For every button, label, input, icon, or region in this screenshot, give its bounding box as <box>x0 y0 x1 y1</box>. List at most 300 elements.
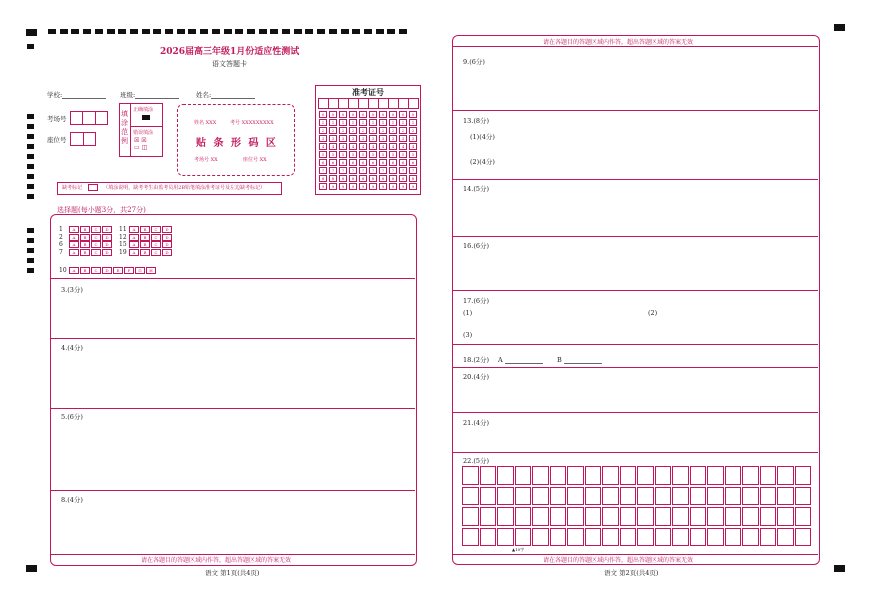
admission-bubble[interactable]: 1 <box>369 119 377 126</box>
timing-mark <box>399 29 407 34</box>
admission-bubble[interactable]: 1 <box>399 119 407 126</box>
mc-option-bubble[interactable]: G <box>135 267 145 274</box>
mc-option-bubble[interactable]: B <box>140 249 150 256</box>
writing-grid-cell[interactable] <box>532 487 549 506</box>
name-field[interactable] <box>196 90 255 99</box>
writing-grid-cell[interactable] <box>760 528 777 547</box>
admission-bubble[interactable]: 3 <box>349 135 357 142</box>
writing-grid-cell[interactable] <box>497 528 514 547</box>
page1-footer-warning: 请在各题目的答题区域内作答，超出答题区域的答案无效 <box>141 557 292 564</box>
writing-grid-cell[interactable] <box>777 528 794 547</box>
mc-option-bubble[interactable]: D <box>162 241 172 248</box>
question-4: 4.(4分) <box>61 344 83 352</box>
admission-bubble-row <box>318 143 418 151</box>
admission-bubble[interactable]: 0 <box>399 111 407 118</box>
question-13-part1: (1)(4分) <box>470 133 495 141</box>
admission-bubble[interactable]: 4 <box>329 143 337 150</box>
mc-question-row <box>119 234 173 241</box>
admission-bubble[interactable]: 1 <box>409 119 417 126</box>
admission-bubble[interactable]: 3 <box>369 135 377 142</box>
mc-question-number: 2 <box>59 233 63 241</box>
admission-bubble[interactable]: 4 <box>319 143 327 150</box>
mc-option-bubble[interactable]: D <box>102 267 112 274</box>
writing-grid-cell[interactable] <box>655 466 672 485</box>
exam-room-boxes[interactable] <box>70 111 108 125</box>
admission-number-grid <box>315 85 421 195</box>
admission-bubble[interactable]: 4 <box>339 143 347 150</box>
page1-footer-page: 语文 第1页(共4页) <box>205 569 260 577</box>
question-9: 9.(6分) <box>463 58 485 66</box>
exam-room-label: 考场号 <box>47 115 67 123</box>
barcode-area-label: 贴 条 形 码 区 <box>196 138 278 149</box>
admission-bubble[interactable]: 2 <box>399 127 407 134</box>
admission-bubble[interactable]: 3 <box>409 135 417 142</box>
admission-bubble[interactable]: 9 <box>339 183 347 190</box>
timing-mark <box>153 29 161 34</box>
mc-option-bubble[interactable]: D <box>162 249 172 256</box>
writing-grid-cell[interactable] <box>742 507 759 526</box>
writing-grid-cell[interactable] <box>585 487 602 506</box>
writing-grid-cell[interactable] <box>497 507 514 526</box>
admission-bubble[interactable]: 6 <box>329 159 337 166</box>
wrong-fill-icons: ☒ ☒ ▭ ◫ <box>134 137 148 151</box>
writing-grid-cell[interactable] <box>707 487 724 506</box>
writing-grid-cell[interactable] <box>725 466 742 485</box>
mc-option-bubble[interactable]: C <box>151 234 161 241</box>
admission-bubble[interactable]: 7 <box>319 167 327 174</box>
mc-option-bubble[interactable]: A <box>69 249 79 256</box>
writing-grid-cell[interactable] <box>602 487 619 506</box>
writing-grid-cell[interactable] <box>620 528 637 547</box>
writing-grid-cell[interactable] <box>707 528 724 547</box>
timing-mark <box>27 114 34 119</box>
timing-mark <box>188 29 196 34</box>
admission-bubble[interactable]: 2 <box>339 127 347 134</box>
barcode-id: 考号 XXXXXXXXX <box>230 120 274 126</box>
admission-bubble[interactable]: 2 <box>389 127 397 134</box>
writing-grid-cell[interactable] <box>795 466 812 485</box>
writing-grid-cell[interactable] <box>515 528 532 547</box>
admission-bubble[interactable]: 8 <box>409 175 417 182</box>
writing-grid-cell[interactable] <box>637 487 654 506</box>
admission-bubble[interactable]: 5 <box>379 151 387 158</box>
writing-grid-cell[interactable] <box>672 528 689 547</box>
mc-question-number: 6 <box>59 241 63 248</box>
admission-bubble[interactable]: 2 <box>409 127 417 134</box>
admission-bubble[interactable]: 8 <box>339 175 347 182</box>
admission-bubble[interactable]: 5 <box>389 151 397 158</box>
mc-option-bubble[interactable]: B <box>140 234 150 241</box>
admission-bubble[interactable]: 4 <box>359 143 367 150</box>
admission-bubble[interactable]: 0 <box>319 111 327 118</box>
fill-legend <box>119 103 163 157</box>
admission-bubble[interactable]: 9 <box>409 183 417 190</box>
writing-grid-cell[interactable] <box>602 528 619 547</box>
admission-bubble[interactable]: 1 <box>329 119 337 126</box>
admission-bubble[interactable]: 5 <box>399 151 407 158</box>
admission-bubble[interactable]: 2 <box>369 127 377 134</box>
admission-bubble[interactable]: 6 <box>369 159 377 166</box>
timing-mark <box>27 124 34 129</box>
admission-bubble[interactable]: 1 <box>319 119 327 126</box>
question-20: 20.(4分) <box>463 373 490 381</box>
writing-grid-cell[interactable] <box>725 528 742 547</box>
admission-bubble[interactable]: 5 <box>329 151 337 158</box>
mc-option-bubble[interactable]: D <box>162 226 172 233</box>
corner-mark-bl <box>26 565 37 572</box>
mc-option-bubble[interactable]: B <box>80 226 90 233</box>
mc-option-bubble[interactable]: C <box>91 234 101 241</box>
mc-option-bubble[interactable]: C <box>91 249 101 256</box>
admission-bubble[interactable]: 0 <box>389 111 397 118</box>
admission-bubble[interactable]: 1 <box>389 119 397 126</box>
writing-grid-cell[interactable] <box>690 507 707 526</box>
writing-grid-cell[interactable] <box>760 507 777 526</box>
writing-grid-cell[interactable] <box>567 528 584 547</box>
writing-grid-cell[interactable] <box>480 487 497 506</box>
mc-option-bubble[interactable]: F <box>124 267 134 274</box>
mc-option-bubble[interactable]: C <box>91 241 101 248</box>
mc-option-bubble[interactable]: A <box>129 226 139 233</box>
writing-grid-cell[interactable] <box>620 466 637 485</box>
timing-mark <box>341 29 349 34</box>
mc-option-bubble[interactable]: A <box>69 241 79 248</box>
admission-bubble[interactable]: 7 <box>409 167 417 174</box>
corner-mark-tl <box>26 29 37 36</box>
q18-a-label: A <box>498 356 503 364</box>
timing-mark <box>107 29 115 34</box>
writing-grid-cell[interactable] <box>567 487 584 506</box>
admission-bubble[interactable]: 3 <box>399 135 407 142</box>
admission-bubble[interactable]: 9 <box>359 183 367 190</box>
admission-bubble[interactable]: 8 <box>369 175 377 182</box>
writing-grid-cell[interactable] <box>462 507 479 526</box>
question-13-part2: (2)(4分) <box>470 158 495 166</box>
mc-option-bubble[interactable]: H <box>146 267 156 274</box>
admission-bubble[interactable]: 6 <box>349 159 357 166</box>
mc-option-bubble[interactable]: B <box>80 267 90 274</box>
writing-grid-cell[interactable] <box>602 466 619 485</box>
mc-option-bubble[interactable]: C <box>91 267 101 274</box>
admission-bubble[interactable]: 9 <box>319 183 327 190</box>
page1-subtitle: 语文答题卡 <box>212 60 247 68</box>
admission-bubble[interactable]: 8 <box>349 175 357 182</box>
mc-option-bubble[interactable]: C <box>151 249 161 256</box>
admission-bubble[interactable]: 7 <box>399 167 407 174</box>
writing-grid-cell[interactable] <box>690 466 707 485</box>
timing-mark <box>177 29 185 34</box>
class-field[interactable] <box>120 90 179 99</box>
q18-b-label: B <box>557 356 562 364</box>
timing-mark <box>27 134 34 139</box>
admission-bubble[interactable]: 9 <box>369 183 377 190</box>
writing-grid-cell[interactable] <box>742 528 759 547</box>
timing-mark <box>27 258 34 263</box>
writing-grid-cell[interactable] <box>777 507 794 526</box>
writing-grid-cell[interactable] <box>690 487 707 506</box>
admission-bubble[interactable]: 8 <box>359 175 367 182</box>
mc-option-bubble[interactable]: B <box>80 249 90 256</box>
writing-grid-cell[interactable] <box>462 466 479 485</box>
mc-option-bubble[interactable]: C <box>151 226 161 233</box>
absent-mark-row <box>57 182 282 195</box>
timing-mark <box>165 29 173 34</box>
admission-bubble[interactable]: 3 <box>319 135 327 142</box>
page2-footer-warning: 请在各题目的答题区域内作答，超出答题区域的答案无效 <box>543 557 694 564</box>
admission-bubble[interactable]: 8 <box>329 175 337 182</box>
seat-boxes[interactable] <box>70 132 96 146</box>
timing-mark <box>200 29 208 34</box>
writing-grid-cell[interactable] <box>585 528 602 547</box>
mc-option-bubble[interactable]: A <box>69 234 79 241</box>
mc-option-bubble[interactable]: E <box>113 267 123 274</box>
timing-mark <box>212 29 220 34</box>
admission-bubble[interactable]: 5 <box>349 151 357 158</box>
mc-option-bubble[interactable]: A <box>129 249 139 256</box>
mc-option-bubble[interactable]: D <box>102 249 112 256</box>
writing-grid-cell[interactable] <box>480 528 497 547</box>
writing-grid-cell[interactable] <box>637 528 654 547</box>
admission-bubble[interactable]: 0 <box>329 111 337 118</box>
barcode-room: 考场号 XX <box>194 157 218 163</box>
writing-grid-cell[interactable] <box>672 487 689 506</box>
writing-grid-cell[interactable] <box>777 487 794 506</box>
writing-grid-cell[interactable] <box>532 507 549 526</box>
writing-grid-cell[interactable] <box>690 528 707 547</box>
mc-option-bubble[interactable]: A <box>129 234 139 241</box>
admission-bubble[interactable]: 7 <box>389 167 397 174</box>
admission-bubble[interactable]: 6 <box>399 159 407 166</box>
admission-bubble[interactable]: 5 <box>369 151 377 158</box>
admission-bubble[interactable]: 9 <box>349 183 357 190</box>
mc-question-row <box>119 226 173 233</box>
timing-mark <box>118 29 126 34</box>
admission-bubble[interactable]: 0 <box>369 111 377 118</box>
writing-grid-cell[interactable] <box>515 507 532 526</box>
writing-grid-cell[interactable] <box>672 466 689 485</box>
timing-mark <box>27 184 34 189</box>
writing-grid-cell[interactable] <box>655 487 672 506</box>
timing-mark <box>27 174 34 179</box>
school-field[interactable] <box>47 90 106 99</box>
admission-write-boxes[interactable] <box>318 98 418 109</box>
timing-mark <box>27 194 34 199</box>
writing-grid-cell[interactable] <box>620 487 637 506</box>
writing-grid-cell[interactable] <box>550 528 567 547</box>
timing-mark <box>27 238 34 243</box>
admission-bubble[interactable]: 0 <box>349 111 357 118</box>
writing-grid-cell[interactable] <box>655 507 672 526</box>
mc-option-bubble[interactable]: B <box>140 241 150 248</box>
admission-digit-box[interactable] <box>408 98 419 109</box>
writing-grid-cell[interactable] <box>585 466 602 485</box>
admission-bubble[interactable]: 0 <box>359 111 367 118</box>
name-label: 姓名: <box>196 91 212 99</box>
question-5: 5.(6分) <box>61 413 83 421</box>
mc-option-bubble[interactable]: D <box>102 226 112 233</box>
admission-bubble[interactable]: 6 <box>359 159 367 166</box>
mc-option-bubble[interactable]: C <box>91 226 101 233</box>
admission-bubble[interactable]: 4 <box>409 143 417 150</box>
writing-grid-cell[interactable] <box>585 507 602 526</box>
mc-question-number: 12 <box>119 233 127 241</box>
timing-mark <box>27 164 34 169</box>
mc-option-bubble[interactable]: D <box>102 234 112 241</box>
admission-bubble[interactable]: 3 <box>339 135 347 142</box>
writing-grid-cell[interactable] <box>497 487 514 506</box>
writing-grid-cell[interactable] <box>515 466 532 485</box>
admission-bubble[interactable]: 4 <box>389 143 397 150</box>
writing-grid-cell[interactable] <box>742 487 759 506</box>
writing-grid-cell[interactable] <box>760 487 777 506</box>
mc-question-row <box>59 234 113 241</box>
mc-option-bubble[interactable]: B <box>80 234 90 241</box>
writing-grid-cell[interactable] <box>637 507 654 526</box>
admission-bubble[interactable]: 3 <box>329 135 337 142</box>
admission-bubble[interactable]: 2 <box>329 127 337 134</box>
admission-bubble[interactable]: 4 <box>379 143 387 150</box>
admission-bubble[interactable]: 2 <box>359 127 367 134</box>
admission-bubble[interactable]: 0 <box>379 111 387 118</box>
class-label: 班级: <box>120 91 136 99</box>
mc-option-bubble[interactable]: D <box>102 241 112 248</box>
writing-grid-cell[interactable] <box>742 466 759 485</box>
writing-grid-cell[interactable] <box>550 466 567 485</box>
admission-bubble[interactable]: 8 <box>389 175 397 182</box>
writing-grid-cell[interactable] <box>777 466 794 485</box>
timing-mark <box>27 268 34 273</box>
question-14: 14.(5分) <box>463 185 490 193</box>
writing-grid-cell[interactable] <box>637 466 654 485</box>
admission-bubble[interactable]: 7 <box>339 167 347 174</box>
writing-grid-cell[interactable] <box>550 507 567 526</box>
admission-bubble-row <box>318 159 418 167</box>
timing-mark <box>71 29 79 34</box>
writing-grid-cell[interactable] <box>795 528 812 547</box>
choice-title: 选择题(每小题3分，共27分) <box>57 206 146 214</box>
admission-bubble[interactable]: 7 <box>369 167 377 174</box>
admission-bubble[interactable]: 9 <box>379 183 387 190</box>
admission-bubble[interactable]: 2 <box>319 127 327 134</box>
admission-bubble[interactable]: 0 <box>339 111 347 118</box>
writing-grid-cell[interactable] <box>462 487 479 506</box>
admission-bubble-row <box>318 127 418 135</box>
writing-grid-cell[interactable] <box>567 507 584 526</box>
admission-bubble-row <box>318 167 418 175</box>
admission-bubble[interactable]: 5 <box>319 151 327 158</box>
admission-bubble[interactable]: 8 <box>379 175 387 182</box>
writing-grid-cell[interactable] <box>532 466 549 485</box>
question-17-part3: (3) <box>463 331 473 339</box>
admission-bubble[interactable]: 6 <box>379 159 387 166</box>
question-17: 17.(6分) <box>463 297 490 305</box>
writing-grid-cell[interactable] <box>602 507 619 526</box>
question-18: 18.(2分) <box>463 356 490 364</box>
writing-grid-cell[interactable] <box>655 528 672 547</box>
admission-bubbles[interactable] <box>318 111 418 191</box>
writing-grid-cell[interactable] <box>725 507 742 526</box>
admission-bubble[interactable]: 7 <box>349 167 357 174</box>
writing-grid-cell[interactable] <box>462 528 479 547</box>
mc-option-bubble[interactable]: D <box>162 234 172 241</box>
admission-bubble[interactable]: 7 <box>359 167 367 174</box>
timing-mark <box>27 228 34 233</box>
admission-bubble[interactable]: 6 <box>319 159 327 166</box>
writing-grid-cell[interactable] <box>760 466 777 485</box>
admission-bubble[interactable]: 1 <box>349 119 357 126</box>
admission-bubble[interactable]: 7 <box>329 167 337 174</box>
writing-grid-cell[interactable] <box>795 507 812 526</box>
mc-option-bubble[interactable]: B <box>140 226 150 233</box>
mc-option-bubble[interactable]: C <box>151 241 161 248</box>
absent-note: （填涂说明，缺考考生由监考员用2B铅笔填涂准考证号及左边缺考标记） <box>103 185 266 191</box>
writing-grid-cell[interactable] <box>795 487 812 506</box>
admission-bubble[interactable]: 1 <box>379 119 387 126</box>
mc-option-bubble[interactable]: A <box>69 226 79 233</box>
writing-grid-cell[interactable] <box>480 507 497 526</box>
writing-grid-cell[interactable] <box>515 487 532 506</box>
admission-bubble[interactable]: 9 <box>329 183 337 190</box>
admission-bubble[interactable]: 0 <box>409 111 417 118</box>
writing-grid-cell[interactable] <box>480 466 497 485</box>
writing-grid-cell[interactable] <box>497 466 514 485</box>
admission-bubble[interactable]: 5 <box>339 151 347 158</box>
timing-mark <box>259 29 267 34</box>
admission-bubble[interactable]: 5 <box>359 151 367 158</box>
admission-bubble[interactable]: 9 <box>389 183 397 190</box>
absent-checkbox[interactable] <box>88 184 98 191</box>
admission-bubble[interactable]: 6 <box>389 159 397 166</box>
admission-bubble[interactable]: 4 <box>369 143 377 150</box>
writing-grid-cell[interactable] <box>672 507 689 526</box>
admission-bubble[interactable]: 2 <box>349 127 357 134</box>
writing-grid-cell[interactable] <box>707 507 724 526</box>
admission-bubble[interactable]: 3 <box>379 135 387 142</box>
writing-grid-cell[interactable] <box>707 466 724 485</box>
admission-bubble[interactable]: 8 <box>399 175 407 182</box>
admission-bubble[interactable]: 8 <box>319 175 327 182</box>
mc-option-bubble[interactable]: A <box>129 241 139 248</box>
admission-bubble[interactable]: 5 <box>409 151 417 158</box>
admission-bubble[interactable]: 3 <box>359 135 367 142</box>
writing-grid-cell[interactable] <box>725 487 742 506</box>
timing-mark <box>387 29 395 34</box>
admission-bubble-row <box>318 111 418 119</box>
admission-bubble[interactable]: 4 <box>399 143 407 150</box>
admission-bubble[interactable]: 4 <box>349 143 357 150</box>
mc-option-bubble[interactable]: A <box>69 267 79 274</box>
filled-bubble-icon <box>142 115 150 120</box>
timing-mark <box>142 29 150 34</box>
writing-grid-cell[interactable] <box>550 487 567 506</box>
admission-bubble[interactable]: 6 <box>409 159 417 166</box>
writing-grid-cell[interactable] <box>620 507 637 526</box>
writing-grid-cell[interactable] <box>532 528 549 547</box>
question-22-word-mark: ▲10字 <box>512 547 525 552</box>
question-18-answer-a[interactable] <box>498 356 543 364</box>
admission-bubble[interactable]: 2 <box>379 127 387 134</box>
writing-grid-cell[interactable] <box>567 466 584 485</box>
admission-bubble[interactable]: 3 <box>389 135 397 142</box>
question-18-answer-b[interactable] <box>557 356 602 364</box>
admission-bubble[interactable]: 7 <box>379 167 387 174</box>
admission-bubble[interactable]: 6 <box>339 159 347 166</box>
admission-bubble[interactable]: 9 <box>399 183 407 190</box>
admission-bubble[interactable]: 1 <box>359 119 367 126</box>
mc-option-bubble[interactable]: B <box>80 241 90 248</box>
question-22-writing-grid[interactable] <box>462 466 812 548</box>
admission-bubble[interactable]: 1 <box>339 119 347 126</box>
